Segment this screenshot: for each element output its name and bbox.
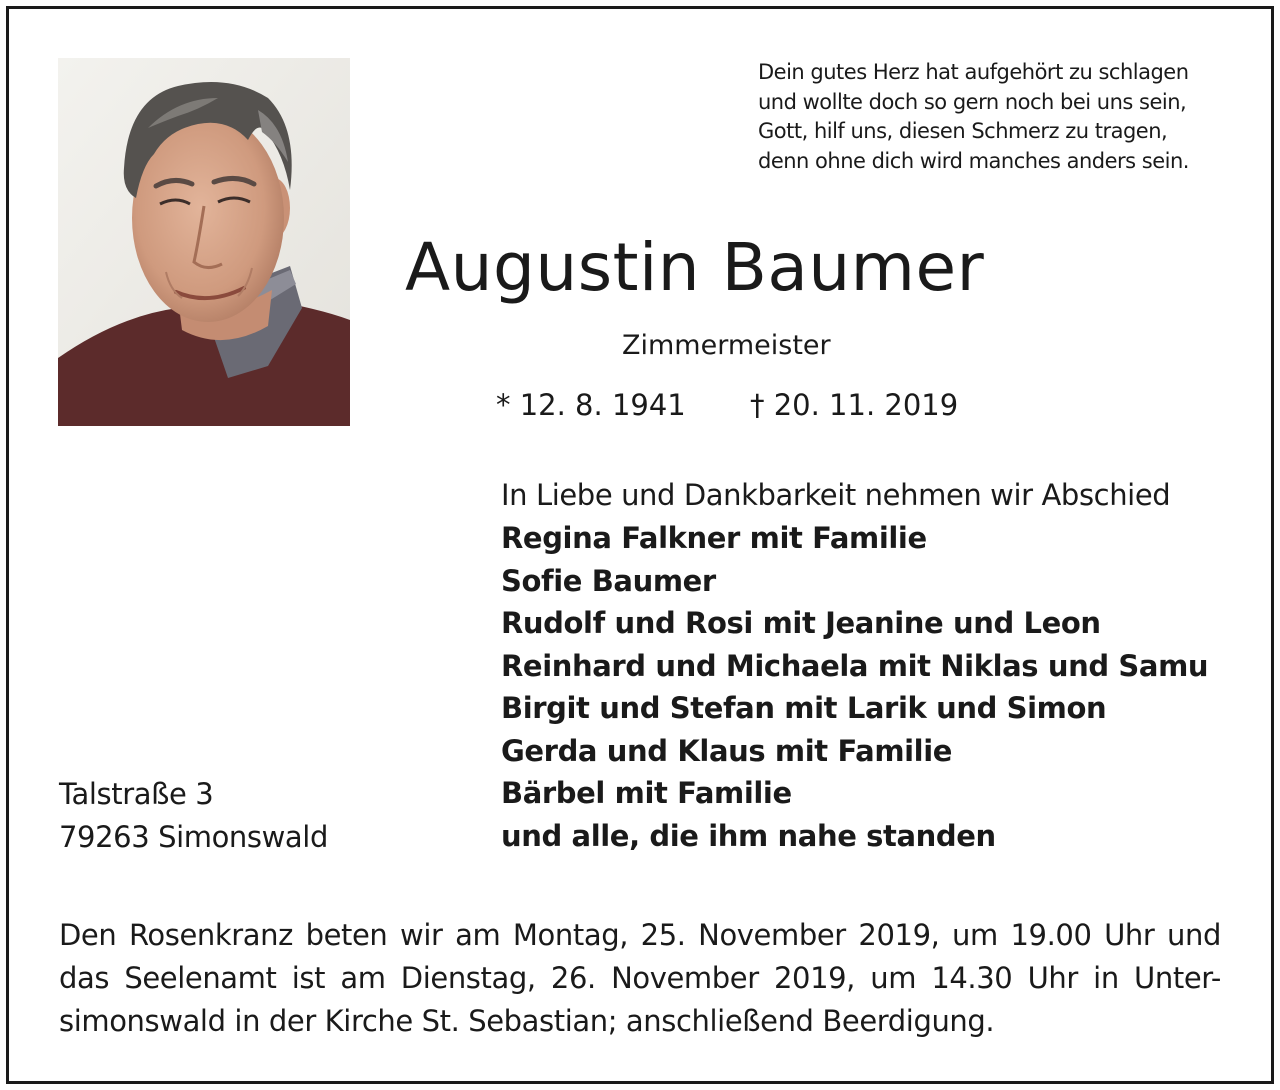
memorial-poem xyxy=(758,58,1238,176)
poem-line: denn ohne dich wird manches anders sein. xyxy=(758,148,1189,173)
deceased-profession: Zimmermeister xyxy=(622,330,831,361)
mourner-entry: und alle, die ihm nahe standen xyxy=(501,818,996,853)
poem-line: und wollte doch so gern noch bei uns sein, xyxy=(758,89,1187,114)
life-dates xyxy=(496,385,959,425)
service-line: simonswald in der Kirche St. Sebastian; anschließend Beerdigung. xyxy=(59,1004,995,1038)
mourner-entry: Bärbel mit Familie xyxy=(501,776,792,810)
poem-line: Gott, hilf uns, diesen Schmerz zu tragen, xyxy=(758,119,1168,143)
deceased-name: Augustin Baumer xyxy=(405,229,985,306)
family-address xyxy=(59,773,328,858)
mourners-list xyxy=(501,517,1208,857)
mourner-entry: Birgit und Stefan mit Larik und Simon xyxy=(501,691,1107,725)
birth-date: * 12. 8. 1941 xyxy=(496,388,686,422)
mourner-entry: Reinhard und Michaela mit Niklas und Samu xyxy=(501,648,1209,683)
address-city: 79263 Simonswald xyxy=(59,819,328,854)
mourner-entry: Rudolf und Rosi mit Jeanine und Leon xyxy=(501,606,1101,640)
portrait-photo xyxy=(58,58,350,426)
mourner-entry: Regina Falkner mit Familie xyxy=(501,521,927,555)
mourner-entry: Sofie Baumer xyxy=(501,563,716,598)
service-line: das Seelenamt ist am Dienstag, 26. November 2019, um 14.30 Uhr in Unter- xyxy=(59,961,1221,995)
service-announcement xyxy=(59,914,1221,1043)
farewell-intro: In Liebe und Dankbarkeit nehmen wir Abschied xyxy=(501,478,1171,512)
address-street: Talstraße 3 xyxy=(59,777,214,811)
death-date: † 20. 11. 2019 xyxy=(750,388,959,422)
poem-line: Dein gutes Herz hat aufgehört zu schlagen xyxy=(758,60,1189,84)
mourner-entry: Gerda und Klaus mit Familie xyxy=(501,733,953,768)
service-line: Den Rosenkranz beten wir am Montag, 25. November 2019, um 19.00 Uhr und xyxy=(59,918,1221,952)
